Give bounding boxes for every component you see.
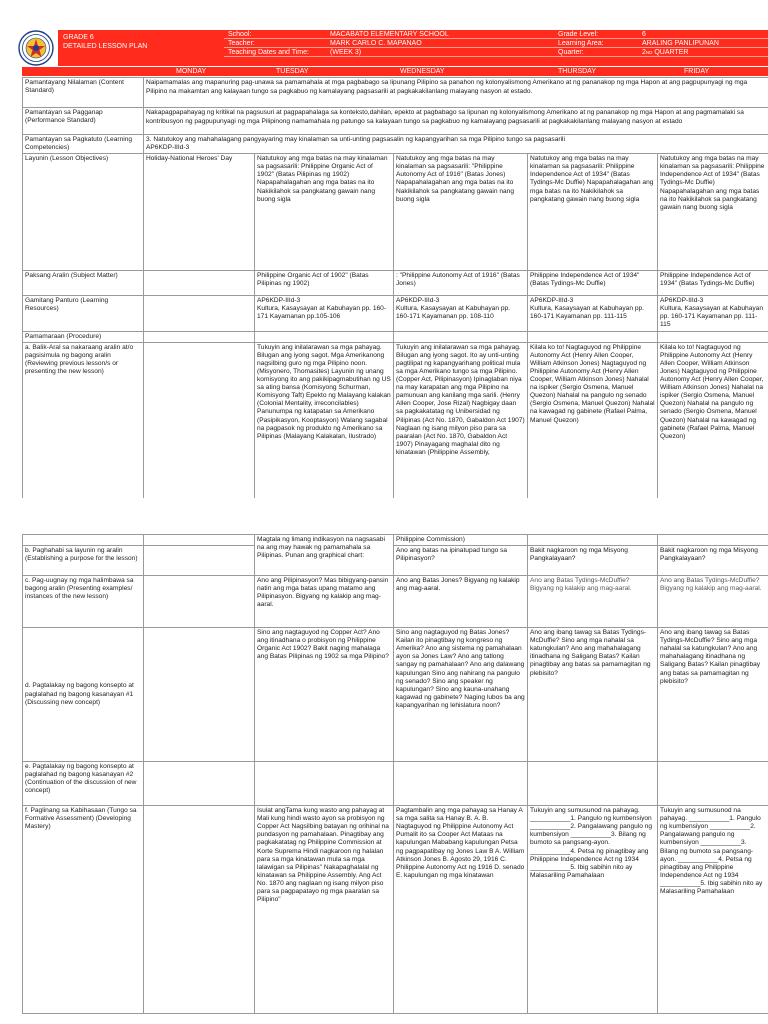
row-objectives (23, 154, 768, 271)
row-content-standard (23, 78, 768, 108)
quarter-value: 2ND QUARTER (642, 49, 689, 56)
procedure-label: Pamamaraan (Procedure) (23, 331, 144, 342)
quarter-label: Quarter: (558, 49, 584, 56)
content-standard-text: Naipamamalas ang mapanuring pag-unawa sa pamamahala at mga pagbabago sa lipunang Pilipino sa panahon ng kolonyalismong Amerikano at ng pananakop ng mga Hapon at ang pagpupunyagi ng mga Pilipino na makamtan ang kalayaan tungo sa pagkabuo ng kamalayang pagsasarili at pagkakakilanlang malayang nasyon at estado. (144, 78, 768, 108)
row-performance-standard (23, 108, 768, 135)
learning-area-label: Learning Area: (558, 40, 604, 47)
resources-label: Gamitang Panturo (Learning Resources) (23, 296, 144, 331)
competencies-label: Pamantayan sa Pagkatuto (Learning Competencies) (23, 135, 144, 154)
row-purpose (23, 546, 768, 576)
day-friday: FRIDAY (684, 68, 710, 75)
dates-value: (WEEK 3) (330, 49, 362, 56)
day-tuesday: TUESDAY (276, 68, 309, 75)
grade-level-label: Grade Level: (558, 31, 599, 38)
subject-matter-tuesday: Philippine Organic Act of 1902" (Batas Pilipinas ng 1902) (255, 271, 394, 296)
concept1-monday (144, 628, 255, 762)
review-tuesday: Tukuyin ang inilalarawan sa mga pahayag. Bilugan ang iyong sagot. Mga Amerikanong nagsilbing guro ng mga Pilipino noon. (Misyonero, Thomasites) Layunin ng unang komisyong ito ang pakikipagmabutihan ng US sa ating bansa (Komisyong Schurman, Komisyong Taft) Epekto ng Malayang kalakan (Colonial Mentality, irreconcilables) Panunumpa ng katapatan sa Amerikano (Pasipikasyon, Kooptasyon) Walang sagabal na pagpasok ng produkto ng Amerikano sa Pilipinas (Malayang Kalakalan, Ilustrado) (255, 342, 394, 504)
lesson-table-page-1 (22, 77, 768, 505)
mastery-wednesday: Pagtambalin ang mga pahayag sa Hanay A sa mga salita sa Hanay B. A. B. Nagtaguyod ng Philippine Autonomy Act Pumalit ito sa Cooper Act Mataas na kapulungan Mababang kapulungan Petsa ng pagpapatibay ng Jones Law B A. William Atkinson Jones B. Agosto 29, 1916 C. Philippine Autonomy Act ng 1916 D. senado E. kapulungan ng mga kinatawan (394, 806, 528, 1014)
learning-area-value: ARALING PANLIPUNAN (642, 40, 719, 47)
dates-label: Teaching Dates and Time: (228, 49, 309, 56)
day-monday: MONDAY (176, 68, 207, 75)
row-concept-1 (23, 628, 768, 762)
row-review (23, 342, 768, 504)
examples-label: c. Pag-uugnay ng mga halimbawa sa bagong aralin (Presenting examples/ instances of the new lesson) (23, 576, 144, 628)
mastery-label: f. Paglinang sa Kabihasaan (Tungo sa Formative Assessment) (Developing Mastery) (23, 806, 144, 1014)
row-subject-matter (23, 271, 768, 296)
row-examples (23, 576, 768, 628)
objectives-monday: Holiday-National Heroes' Day (144, 154, 255, 271)
mastery-tuesday: Isulat angTama kung wasto ang pahayag at Mali kung hindi wasto ayon sa probisyon ng Copper Act Nagsilbing batayan ng orihinal na pundasyon ng pamahalaan. Pinagtibay ang pagkakatatag ng Philippine Commission at Korte Suprema Hindi nagkaroon ng halalan para sa mga kinatawan mula sa mga lalawigan sa Pilipinas" Nakapaghalalal ng kinatawan sa Philippine Assembly. Ang Act No. 1870 ang naglaan ng isang milyon piso para sa pagpapatayo ng mga paaralan sa Pilipino" (255, 806, 394, 1014)
objectives-friday: Natutukoy ang mga batas na may kinalaman sa pagsasarili: Philippine Independence Act of 1934" (Batas Tydings-Mc Duffie) Napapahalagahan ang mga batas na ito Nakikilahok sa pangkatang gawain nang buong sigla (658, 154, 768, 271)
lesson-table-page-2 (22, 534, 768, 1014)
concept1-label: d. Pagtalakay ng bagong konsepto at paglalahad ng bagong kasanayan #1 (Discussing new concept) (23, 628, 144, 762)
row-procedure (23, 331, 768, 342)
teacher-label: Teacher: (228, 40, 255, 47)
concept1-friday: Ano ang ibang tawag sa Batas Tydings-McDuffie? Sino ang mga nahalal sa katungkulan? Ano ang mahahalagang itinadhana ng Saligang Batas? Kailan pinagtibay ang batas sa pamamagitan ng plebisito? (658, 628, 768, 762)
review-thursday: Kilala ko to! Nagtaguyod ng Philippine Autonomy Act (Henry Allen Cooper, William Atkinson Jones) Nagtaguyod ng Philippine Autonomy Act (Henry Allen Cooper, William Atkinson Jones) Nahalal na ispiker (Sergio Osmena, Manuel Quezon) Nahalal na pangulo ng senado (Sergio Osmena, Manuel Quezon) Nahalal na kawagad ng gabinete (Rafael Palma, Manuel Quezon) (528, 342, 658, 504)
examples-monday (144, 576, 255, 628)
purpose-thursday: Bakit nagkaroon ng mga Misyong Pangkalayaan? (528, 546, 658, 576)
concept2-label: e. Pagtalakay ng bagong konsepto at paglalahad ng bagong kasanayan #2 (Continuation of the discussion of new concept) (23, 762, 144, 806)
row-competencies (23, 135, 768, 154)
resources-monday (144, 296, 255, 331)
mastery-friday: Tukuyin ang sumusunod na pahayag. ___________1. Pangulo ng kumbensiyon ___________2. Pangalawang pangulo ng kumbensiyon ___________3. Bilang ng bumoto sa pangsang-ayon. ___________4. Petsa ng pinagtibay ang Philippine Independence Act ng 1934 ___________5. Ibig sabihin nito ay Malasariling Pamahalaan (658, 806, 768, 1014)
purpose-wednesday: Ano ang batas na ipinatupad tungo sa Pilipinasyon? (394, 546, 528, 576)
concept1-tuesday: Sino ang nagtaguyod ng Copper Act? Ano ang itinadhana o probisyon ng Philippine Organic Act 1902? Bakit naging mahalaga ang Batas Pilipinas ng 1902 sa mga Pilipino? (255, 628, 394, 762)
subject-matter-label: Paksang Aralin (Subject Matter) (23, 271, 144, 296)
title-line-plan: DETAILED LESSON PLAN (63, 43, 148, 50)
objectives-label: Layunin (Lesson Objectives) (23, 154, 144, 271)
row-concept-2 (23, 762, 768, 806)
subject-matter-friday: Philippine Independence Act of 1934" (Batas Tydings-Mc Duffie) (658, 271, 768, 296)
lesson-plan-header (18, 30, 768, 66)
performance-standard-label: Pamantayan sa Pagganap (Performance Standard) (23, 108, 144, 135)
page-gap (0, 498, 768, 534)
purpose-friday: Bakit nagkaroon ng mga Misyong Pangkalayaan? (658, 546, 768, 576)
examples-thursday: Ano ang Batas Tydings-McDuffie? Bigyang ng kalakip ang mag-aaral. (528, 576, 658, 628)
lesson-plan-page-1 (0, 0, 768, 498)
subject-matter-wednesday: : "Philippine Autonomy Act of 1916" (Batas Jones) (394, 271, 528, 296)
examples-tuesday: Ano ang Pilipinasyon? Mas bibigyang-pansin natin ang mga batas upang matamo ang Pilipinasyon. Bigyang ng kalakip ang mag-aaral. (255, 576, 394, 628)
continuation-wednesday: Philippine Commission) (394, 535, 528, 546)
deped-seal-icon (18, 30, 54, 66)
examples-wednesday: Ano ang Batas Jones? Bigyang ng kalakip ang mag-aaral. (394, 576, 528, 628)
grade-level-value: 6 (642, 31, 646, 38)
row-resources (23, 296, 768, 331)
concept1-wednesday: Sino ang nagtaguyod ng Batas Jones? Kailan ito pinagtibay ng kongreso ng Amerika? Ano ang sistema ng pamahalaan ayon sa Jones Law? Ano ang tatlong sangay ng pamahalaan? Ano ang dalawang kapulungan Sino ang nahirang na pangulo ng senado? Sino ang speaker ng kapulungan? Sino ang kauna-unahang kagawad ng gabinete? Naging lubos ba ang kapangyarihan ng lehislatura noon? (394, 628, 528, 762)
mastery-thursday: Tukuyin ang sumusunod na pahayag. ___________1. Pangulo ng kumbensiyon ___________2. Pangalawang pangulo ng kumbensiyon ___________3. Bilang ng bumoto sa pangsang-ayon. ___________4. Petsa ng pinagtibay ang Philippine Independence Act ng 1934 ___________5. Ibig sabihin nito ay Malasariling Pamahalaan (528, 806, 658, 1014)
purpose-label: b. Paghahabi sa layunin ng aralin (Establishing a purpose for the lesson) (23, 546, 144, 576)
subject-matter-monday (144, 271, 255, 296)
school-label: School: (228, 31, 252, 38)
review-monday (144, 342, 255, 504)
lesson-plan-page-2 (0, 534, 768, 1024)
title-line-grade: GRADE 6 (63, 34, 94, 41)
purpose-monday (144, 546, 255, 576)
resources-wednesday: AP6KDP-IIId-3 Kultura, Kasaysayan at Kabuhayan pp. 160-171 Kayamanan pp. 108-110 (394, 296, 528, 331)
info-row-dates (224, 48, 768, 57)
resources-friday: AP6KDP-IIId-3 Kultura, Kasaysayan at Kabuhayan pp. 160-171 Kayamanan pp. 111-115 (658, 296, 768, 331)
info-row-teacher (224, 39, 768, 48)
row-mastery (23, 806, 768, 1014)
objectives-thursday: Natutukoy ang mga batas na may kinalaman sa pagsasarili: Philippine Independence Act of 1934" (Batas Tydings-Mc Duffie) Napapahalagahan ang mga batas na ito Nakikilahok sa pangkatang gawain nang buong sigla (528, 154, 658, 271)
subject-matter-thursday: Philippine Independence Act of 1934" (Batas Tydings-Mc Duffie) (528, 271, 658, 296)
examples-friday: Ano ang Batas Tydings-McDuffie? Bigyang ng kalakip ang mag-aaral. (658, 576, 768, 628)
title-box (58, 30, 224, 66)
school-value: MACABATO ELEMENTARY SCHOOL (330, 31, 449, 38)
objectives-tuesday: Natutukoy ang mga batas na may kinalaman sa pagsasarili: Philippine Organic Act of 1902" (Batas Pilipinas ng 1902) Napapahalagahan ang mga batas na ito Nakikilahok sa pangkatang gawain nang buong sigla (255, 154, 394, 271)
resources-thursday: AP6KDP-IIId-3 Kultura, Kasaysayan at Kabuhayan pp. 160-171 Kayamanan pp. 111-115 (528, 296, 658, 331)
day-thursday: THURSDAY (558, 68, 596, 75)
objectives-wednesday: Natutukoy ang mga batas na may kinalaman sa pagsasarili: "Philippine Autonomy Act of 1916" (Batas Jones) Napapahalagahan ang mga batas na ito Nakikilahok sa pangkatang gawain nang buong sigla (394, 154, 528, 271)
performance-standard-text: Nakapagpapahayag ng kritikal na pagsusuri at pagpapahalaga sa konteksto,dahilan, epekto at pagbabago sa lipunan ng kolonyalismong Amerikano at ng pananakop ng mga Hapon at ang pagmamalaki sa kontribusyon ng pagpupunyagi ng mga Pilipinong namamahala ng patungo sa kalayaan tungo sa pagkabuo ng kamalayang pagsasarili at pagkakakilanlang malayang nasyon at estado (144, 108, 768, 135)
teacher-value: MARK CARLO C. MAPANAO (330, 40, 422, 47)
review-friday: Kilala ko to! Nagtaguyod ng Philippine Autonomy Act (Henry Allen Cooper, William Atkinson Jones) Nagtaguyod ng Philippine Autonomy Act (Henry Allen Cooper, William Atkinson Jones) Nahalal na ispiker (Sergio Osmena, Manuel Quezon) Nahalal na pangulo ng senado (Sergio Osmena, Manuel Quezon) Nahalal na kawagad ng gabinete (Rafael Palma, Manuel Quezon) (658, 342, 768, 504)
content-standard-label: Pamantayang Nilalaman (Content Standard) (23, 78, 144, 108)
school-info-box (224, 30, 768, 66)
competencies-text: 3. Natutukoy ang mahahalagang pangyayaring may kinalaman sa unti-unting pagsasalin ng kapangyarihan sa mga Pilipino tungo sa pagsasarili AP6KDP-IIId-3 (144, 135, 768, 154)
resources-tuesday: AP6KDP-IIId-3 Kultura, Kasaysayan at Kabuhayan pp. 160-171 Kayamanan pp.105-106 (255, 296, 394, 331)
review-wednesday: Tukuyin ang inilalarawan sa mga pahayag. Bilugan ang iyong sagot. Ito ay unti-unting pagtilipat ng kapangyarihang political mula sa mga Amerikano tungo sa mga Pilipino. (Copper Act, Pilipinasyon) Ipinaglaban niya na may karapatan ang mga Pilipino na pamunuan ang kanilang mga sarili. (Henry Allen Cooper, Jose Rizal) Nagbigay daan sa pagkakatatag ng Unibersidad ng Pilipinas (Act No. 1870, Gabaldon Act 1907) Naglaan ng isang milyon piso para sa paaralan (Act No. 1870, Gabaldon Act 1907) Pinayagang maghalal dito ng kinatawan (Philippine Assembly, (394, 342, 528, 504)
continuation-tuesday: Magtala ng limang indikasyon na nagsasabi na ang may hawak ng pamamahala sa Pilipinas. Punan ang graphical chart: (255, 535, 394, 576)
mastery-monday (144, 806, 255, 1014)
info-row-school (224, 30, 768, 39)
row-continuation (23, 535, 768, 546)
day-wednesday: WEDNESDAY (400, 68, 445, 75)
concept1-thursday: Ano ang ibang tawag sa Batas Tydings-McDuffie? Sino ang mga nahalal sa katungkulan? Ano ang mahahalagang itinadhana ng Saligang Batas? Kailan pinagtibay ang batas sa pamamagitan ng plebisito? (528, 628, 658, 762)
day-header-bar (22, 67, 768, 76)
review-label: a. Balik-Aral sa nakaraang aralin at/o pagsisimula ng bagong aralin (Reviewing previous lesson/s or presenting the new lesson) (23, 342, 144, 504)
